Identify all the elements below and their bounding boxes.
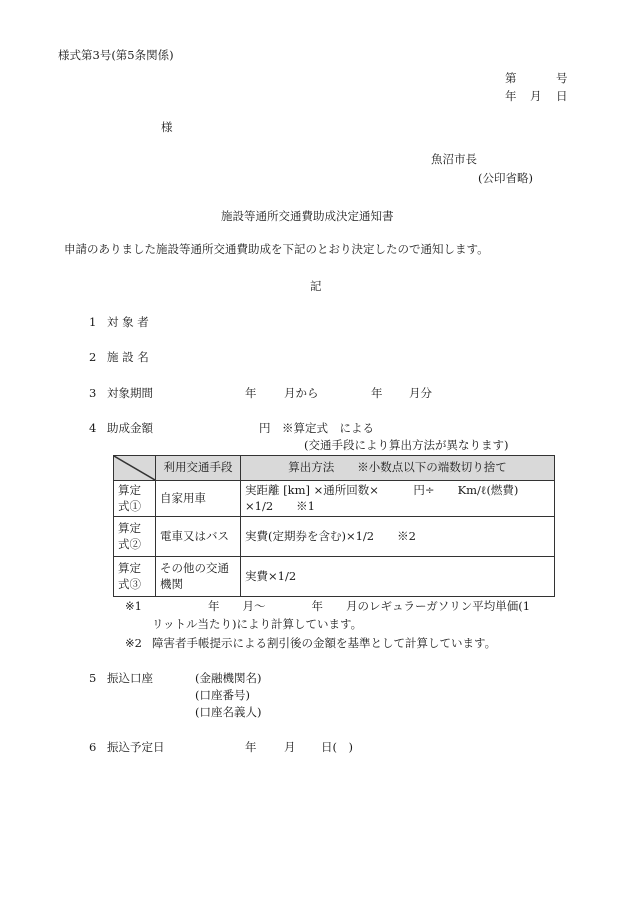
facility-name-label: 施 設 名: [107, 350, 149, 364]
formula-reference: ※算定式 による: [282, 421, 374, 435]
transport-means: 電車又はバス: [156, 517, 241, 557]
calc-method: [241, 481, 555, 517]
amount-label: 助成金額: [107, 421, 153, 435]
header-transport-means: 利用交通手段: [156, 456, 241, 481]
formula-note: (交通手段により算出方法が異なります): [304, 438, 509, 452]
period-year-to: 年: [371, 386, 383, 400]
account-holder-field: (口座名義人): [195, 705, 262, 719]
ki-heading: 記: [310, 279, 322, 293]
table-header-row: [114, 456, 555, 481]
transfer-day: 日( ): [321, 740, 353, 754]
table-row: [114, 517, 555, 557]
intro-text: 申請のありました施設等通所交通費助成を下記のとおり決定したので通知します。: [64, 242, 489, 256]
item-number: 4: [89, 421, 97, 435]
bank-name-field: (金融機関名): [195, 671, 262, 685]
doc-no-prefix: 第: [505, 71, 517, 85]
note-2-text: 障害者手帳提示による割引後の金額を基準として計算しています。: [152, 636, 497, 650]
header-calc-method: 算出方法 ※小数点以下の端数切り捨て: [241, 456, 555, 481]
calc-method-line: ×1/2 ※1: [245, 498, 315, 513]
transfer-month: 月: [284, 740, 296, 754]
calc-method: [241, 517, 555, 557]
diagonal-line: [114, 456, 155, 480]
target-person-label: 対 象 者: [107, 315, 149, 329]
item-number: 5: [89, 671, 97, 685]
transfer-date-label: 振込予定日: [107, 740, 165, 754]
addressee-suffix: 様: [161, 120, 173, 134]
calc-method-line: 実費(定期券を含む)×1/2 ※2: [245, 528, 416, 543]
document-title: 施設等通所交通費助成決定通知書: [221, 209, 394, 223]
period-year-from: 年: [245, 386, 257, 400]
transport-means: その他の交通機関: [156, 557, 241, 597]
date-month: 月: [530, 89, 542, 103]
period-label: 対象期間: [107, 386, 153, 400]
item-number: 2: [89, 350, 97, 364]
form-number: 様式第3号(第5条関係): [58, 48, 174, 62]
account-number-field: (口座番号): [195, 688, 250, 702]
transport-means: 自家用車: [156, 481, 241, 517]
diagonal-header-cell: [114, 456, 156, 481]
note-1-mark: ※1: [125, 599, 142, 613]
note-2-mark: ※2: [125, 636, 142, 650]
sender-name: 魚沼市長: [431, 152, 477, 166]
doc-no-suffix: 号: [556, 71, 568, 85]
note-1-line1: 年 月～ 年 月のレギュラーガソリン平均単価(1: [208, 599, 531, 613]
formula-label: 算定式②: [114, 517, 156, 557]
period-month-from: 月から: [284, 386, 319, 400]
seal-omitted: (公印省略): [478, 171, 533, 185]
note-1-line2: リットル当たり)により計算しています。: [152, 617, 363, 631]
formula-label: 算定式①: [114, 481, 156, 517]
item-number: 3: [89, 386, 97, 400]
date-day: 日: [556, 89, 568, 103]
account-label: 振込口座: [107, 671, 153, 685]
item-number: 1: [89, 315, 97, 329]
table-row: [114, 557, 555, 597]
item-number: 6: [89, 740, 97, 754]
calculation-table: [113, 455, 555, 597]
table-row: [114, 481, 555, 517]
formula-label: 算定式③: [114, 557, 156, 597]
calc-method-line: 実費×1/2: [245, 568, 297, 583]
transfer-year: 年: [245, 740, 257, 754]
amount-yen: 円: [259, 421, 271, 435]
date-year: 年: [505, 89, 517, 103]
calc-method: [241, 557, 555, 597]
calc-method-line: 実距離 [km] ×通所回数× 円÷ Km/ℓ(燃費): [245, 483, 519, 497]
period-month-to: 月分: [409, 386, 432, 400]
